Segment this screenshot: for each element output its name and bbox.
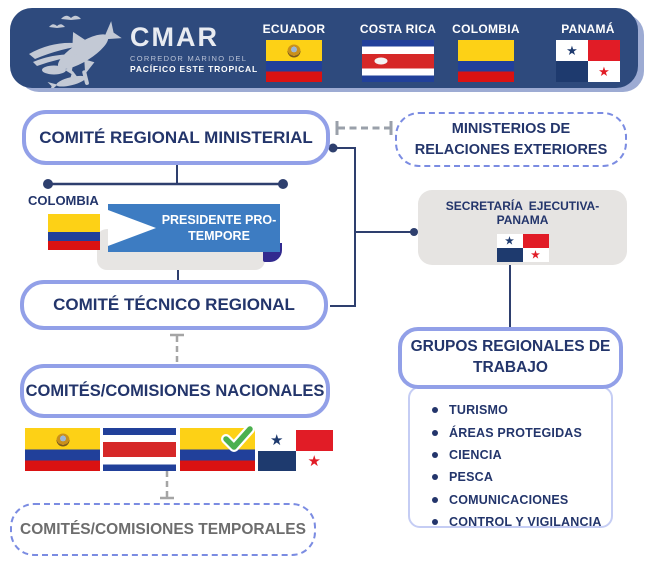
working-group-label: COMUNICACIONES (449, 492, 569, 507)
working-group-label: ÁREAS PROTEGIDAS (449, 425, 583, 440)
comite-tecnico-regional-label: COMITÉ TÉCNICO REGIONAL (53, 295, 295, 314)
panama-red-quarter (588, 40, 620, 61)
panama-blue-quarter (258, 451, 296, 472)
working-group-label: CONTROL Y VIGILANCIA (449, 515, 602, 530)
box-comites-comisiones-temporales (10, 503, 316, 556)
list-item-areas-protegidas (432, 421, 611, 443)
country-label-colombia: COLOMBIA (452, 22, 520, 36)
bullet-icon (432, 452, 438, 458)
grupos-line1: GRUPOS REGIONALES DE (410, 338, 611, 356)
working-group-label: TURISMO (449, 403, 509, 418)
working-group-label: PESCA (449, 470, 494, 485)
ecuador-emblem (288, 45, 301, 58)
box-grupos-regionales-trabajo (398, 327, 623, 389)
box-ministerios-relaciones-exteriores (395, 112, 627, 167)
comites-temporales-label: COMITÉS/COMISIONES TEMPORALES (20, 520, 306, 538)
ecuador-flag (266, 40, 322, 82)
brand-name: CMAR (130, 22, 219, 52)
presidente-pro-tempore-banner (108, 204, 280, 252)
panama-blue-quarter (556, 61, 588, 82)
panama-red-star-icon: ★ (598, 63, 610, 79)
box-comite-regional-ministerial (22, 110, 330, 165)
grupos-line2: TRABAJO (473, 359, 548, 376)
nacionales-costa-rica-flag (103, 428, 176, 471)
ministerios-line1: MINISTERIOS DE (451, 121, 571, 138)
presidente-line1: PRESIDENTE PRO- (161, 212, 277, 227)
brand-tagline-2: PACÍFICO ESTE TROPICAL (130, 64, 258, 74)
panama-red-quarter (296, 430, 334, 451)
panama-red-star-icon: ★ (531, 249, 540, 261)
header-country-colombia (441, 22, 531, 82)
list-item-control-vigilancia (432, 511, 611, 533)
comites-nacionales-label: COMITÉS/COMISIONES NACIONALES (25, 381, 325, 400)
green-check-icon (220, 424, 256, 454)
costa-rica-flag (362, 40, 434, 82)
secretaria-label: SECRETARÍA EJECUTIVA- PANAMA (445, 199, 600, 227)
brand-tagline-1: CORREDOR MARINO DEL (130, 54, 248, 63)
colombia-pro-tempore-flag (48, 214, 100, 250)
panama-flag (556, 40, 620, 82)
panama-blue-star-icon: ★ (566, 42, 578, 58)
panama-red-star-icon: ★ (307, 452, 321, 470)
list-item-turismo (432, 399, 611, 421)
bullet-icon (432, 407, 438, 413)
panama-blue-star-icon: ★ (505, 235, 514, 247)
ecuador-emblem (56, 433, 69, 446)
secretaria-panama-flag (497, 234, 549, 262)
header-country-panama (544, 22, 632, 82)
panama-red-quarter (523, 234, 549, 248)
presidente-line2: TEMPORE (188, 229, 250, 243)
bullet-icon (432, 519, 438, 525)
costa-rica-emblem (372, 56, 389, 67)
country-label-costa-rica: COSTA RICA (359, 22, 437, 36)
colombia-pro-tempore-label: COLOMBIA (28, 193, 99, 208)
ministerios-line2: RELACIONES EXTERIORES (414, 141, 608, 158)
country-label-ecuador: ECUADOR (262, 22, 326, 36)
bullet-icon (432, 497, 438, 503)
box-comites-comisiones-nacionales (20, 364, 330, 418)
panama-blue-quarter (497, 248, 523, 262)
nacionales-panama-flag (258, 430, 333, 471)
working-groups-list (408, 386, 613, 528)
nacionales-ecuador-flag (25, 428, 100, 471)
panama-blue-star-icon: ★ (270, 432, 284, 450)
header-country-costa-rica (352, 22, 444, 82)
list-item-comunicaciones (432, 489, 611, 511)
box-comite-tecnico-regional (20, 280, 328, 330)
comite-regional-ministerial-label: COMITÉ REGIONAL MINISTERIAL (39, 127, 313, 147)
header-country-ecuador (249, 22, 339, 82)
box-secretaria-ejecutiva-panama (418, 190, 627, 265)
header-banner (10, 8, 638, 88)
bullet-icon (432, 430, 438, 436)
cmar-marine-logo-icon (26, 12, 128, 88)
country-label-panama: PANAMÁ (561, 22, 615, 36)
bullet-icon (432, 474, 438, 480)
colombia-flag (458, 40, 514, 82)
working-group-label: CIENCIA (449, 447, 502, 462)
list-item-pesca (432, 466, 611, 488)
list-item-ciencia (432, 444, 611, 466)
brand-block (130, 24, 258, 74)
